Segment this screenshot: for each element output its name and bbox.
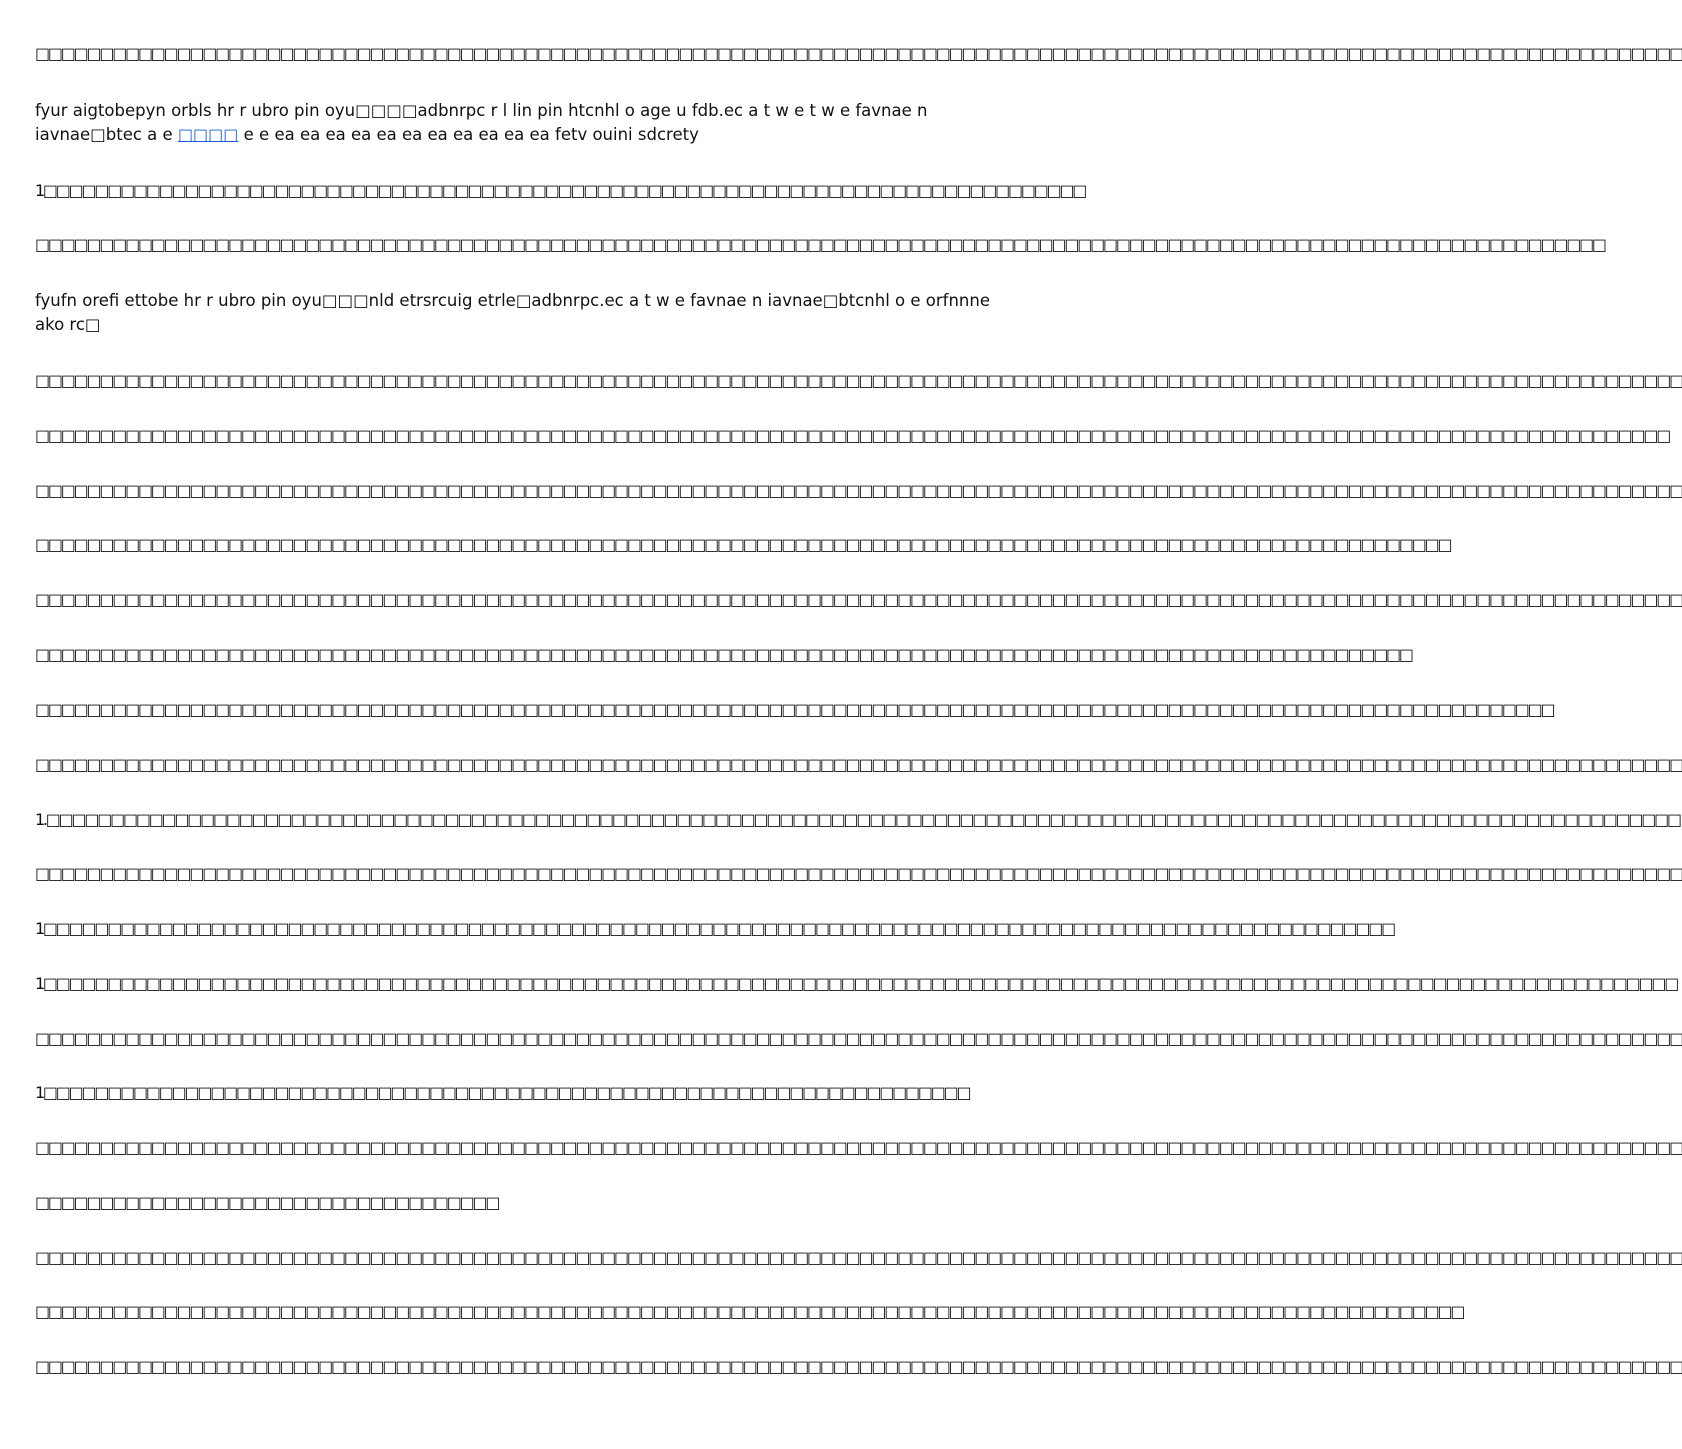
paragraph-17: 1□□□□□□□□□□□□□□□□□□□□□□□□□□□□□□□□□□□□□□□□□□□□□□□□□□□□□□□□□□□□□□□□□□□□□□□□□□□□□□□□□□□□□□□□□□□□□□□□□□□□□□□□□□□□□□□□□□□□□□□□□□□□□□□ <box>35 974 1678 993</box>
paragraph-11: □□□□□□□□□□□□□□□□□□□□□□□□□□□□□□□□□□□□□□□□□□□□□□□□□□□□□□□□□□□□□□□□□□□□□□□□□□□□□□□□□□□□□□□□□□□□□□□□□□□□□□□□□□□ <box>35 645 1412 664</box>
paragraph-4: □□□□□□□□□□□□□□□□□□□□□□□□□□□□□□□□□□□□□□□□□□□□□□□□□□□□□□□□□□□□□□□□□□□□□□□□□□□□□□□□□□□□□□□□□□□□□□□□□□□□□□□□□□□□□□□□□□□□□□□□□□ <box>35 235 1605 254</box>
paragraph-5: fyufn orefi ettobe hr r ubro pin oyu□□□nld etrsrcuig etrle□adbnrpc.ec a t w e favnae n iavnae□btcnhl o e orfnnne ako rc□ <box>35 291 991 334</box>
paragraph-8: □□□□□□□□□□□□□□□□□□□□□□□□□□□□□□□□□□□□□□□□□□□□□□□□□□□□□□□□□□□□□□□□□□□□□□□□□□□□□□□□□□□□□□□□□□□□□□□□□□□□□□□□□□□□□□□□□□□□□□□□□□□□□□□□ <box>35 481 1682 500</box>
paragraph-2 <box>35 99 990 147</box>
paragraph-2-text-after: e e ea ea ea ea ea ea ea ea ea ea ea fetv ouini sdcrety <box>238 125 699 144</box>
paragraph-22: □□□□□□□□□□□□□□□□□□□□□□□□□□□□□□□□□□□□□□□□□□□□□□□□□□□□□□□□□□□□□□□□□□□□□□□□□□□□□□□□□□□□□□□□□□□□□□□□□□□□□□□□□□□□□□□□□□□□□□□□□□□□□□□□ <box>35 1248 1682 1267</box>
document-page <box>35 0 1682 1449</box>
paragraph-13: □□□□□□□□□□□□□□□□□□□□□□□□□□□□□□□□□□□□□□□□□□□□□□□□□□□□□□□□□□□□□□□□□□□□□□□□□□□□□□□□□□□□□□□□□□□□□□□□□□□□□□□□□□□□□□□□□□□□□□□□□□□□□□□□ <box>35 755 1682 774</box>
paragraph-14: 1.□□□□□□□□□□□□□□□□□□□□□□□□□□□□□□□□□□□□□□□□□□□□□□□□□□□□□□□□□□□□□□□□□□□□□□□□□□□□□□□□□□□□□□□□□□□□□□□□□□□□□□□□□□□□□□□□□□□□□□□□□□□□□□□ <box>35 810 1680 829</box>
paragraph-18: □□□□□□□□□□□□□□□□□□□□□□□□□□□□□□□□□□□□□□□□□□□□□□□□□□□□□□□□□□□□□□□□□□□□□□□□□□□□□□□□□□□□□□□□□□□□□□□□□□□□□□□□□□□□□□□□□□□□□□□□□□□□□□□□ <box>35 1029 1682 1048</box>
paragraph-3: 1□□□□□□□□□□□□□□□□□□□□□□□□□□□□□□□□□□□□□□□□□□□□□□□□□□□□□□□□□□□□□□□□□□□□□□□□□□□□□□□□□ <box>35 181 1086 200</box>
paragraph-2-text-before: fyur aigtobepyn orbls hr r ubro pin oyu□□□□adbnrpc r l lin pin htcnhl o age u fdb.ec a t w e t w e favnae n iavnae□btec a e <box>35 101 928 144</box>
paragraph-24: □□□□□□□□□□□□□□□□□□□□□□□□□□□□□□□□□□□□□□□□□□□□□□□□□□□□□□□□□□□□□□□□□□□□□□□□□□□□□□□□□□□□□□□□□□□□□□□□□□□□□□□□□□□□□□□□□□□□□□□□□□□□□□□□ <box>35 1357 1682 1376</box>
paragraph-9: □□□□□□□□□□□□□□□□□□□□□□□□□□□□□□□□□□□□□□□□□□□□□□□□□□□□□□□□□□□□□□□□□□□□□□□□□□□□□□□□□□□□□□□□□□□□□□□□□□□□□□□□□□□□□□ <box>35 535 1451 554</box>
paragraph-19: 1□□□□□□□□□□□□□□□□□□□□□□□□□□□□□□□□□□□□□□□□□□□□□□□□□□□□□□□□□□□□□□□□□□□□□□□□ <box>35 1083 970 1102</box>
paragraph-15: □□□□□□□□□□□□□□□□□□□□□□□□□□□□□□□□□□□□□□□□□□□□□□□□□□□□□□□□□□□□□□□□□□□□□□□□□□□□□□□□□□□□□□□□□□□□□□□□□□□□□□□□□□□□□□□□□□□□□□□□□□□□□□□□ <box>35 864 1682 883</box>
inline-link[interactable]: □□□□ <box>177 125 239 144</box>
paragraph-20: □□□□□□□□□□□□□□□□□□□□□□□□□□□□□□□□□□□□□□□□□□□□□□□□□□□□□□□□□□□□□□□□□□□□□□□□□□□□□□□□□□□□□□□□□□□□□□□□□□□□□□□□□□□□□□□□□□□□□□□□□□□□□□□□ <box>35 1138 1682 1157</box>
paragraph-10: □□□□□□□□□□□□□□□□□□□□□□□□□□□□□□□□□□□□□□□□□□□□□□□□□□□□□□□□□□□□□□□□□□□□□□□□□□□□□□□□□□□□□□□□□□□□□□□□□□□□□□□□□□□□□□□□□□□□□□□□□□□□□□□□ <box>35 590 1682 609</box>
paragraph-7: □□□□□□□□□□□□□□□□□□□□□□□□□□□□□□□□□□□□□□□□□□□□□□□□□□□□□□□□□□□□□□□□□□□□□□□□□□□□□□□□□□□□□□□□□□□□□□□□□□□□□□□□□□□□□□□□□□□□□□□□□□□□□□□ <box>35 426 1670 445</box>
paragraph-16: 1□□□□□□□□□□□□□□□□□□□□□□□□□□□□□□□□□□□□□□□□□□□□□□□□□□□□□□□□□□□□□□□□□□□□□□□□□□□□□□□□□□□□□□□□□□□□□□□□□□□□□□□□□ <box>35 919 1394 938</box>
paragraph-12: □□□□□□□□□□□□□□□□□□□□□□□□□□□□□□□□□□□□□□□□□□□□□□□□□□□□□□□□□□□□□□□□□□□□□□□□□□□□□□□□□□□□□□□□□□□□□□□□□□□□□□□□□□□□□□□□□□□□□□ <box>35 700 1554 719</box>
paragraph-6: □□□□□□□□□□□□□□□□□□□□□□□□□□□□□□□□□□□□□□□□□□□□□□□□□□□□□□□□□□□□□□□□□□□□□□□□□□□□□□□□□□□□□□□□□□□□□□□□□□□□□□□□□□□□□□□□□□□□□□□□□□□□□□□□ <box>35 371 1682 390</box>
paragraph-23: □□□□□□□□□□□□□□□□□□□□□□□□□□□□□□□□□□□□□□□□□□□□□□□□□□□□□□□□□□□□□□□□□□□□□□□□□□□□□□□□□□□□□□□□□□□□□□□□□□□□□□□□□□□□□□□ <box>35 1302 1464 1321</box>
paragraph-1: □□□□□□□□□□□□□□□□□□□□□□□□□□□□□□□□□□□□□□□□□□□□□□□□□□□□□□□□□□□□□□□□□□□□□□□□□□□□□□□□□□□□□□□□□□□□□□□□□□□□□□□□□□□□□□□□□□□□□□□□□□□□□□□□ <box>35 44 1682 63</box>
paragraph-21: □□□□□□□□□□□□□□□□□□□□□□□□□□□□□□□□□□□□ <box>35 1193 499 1212</box>
